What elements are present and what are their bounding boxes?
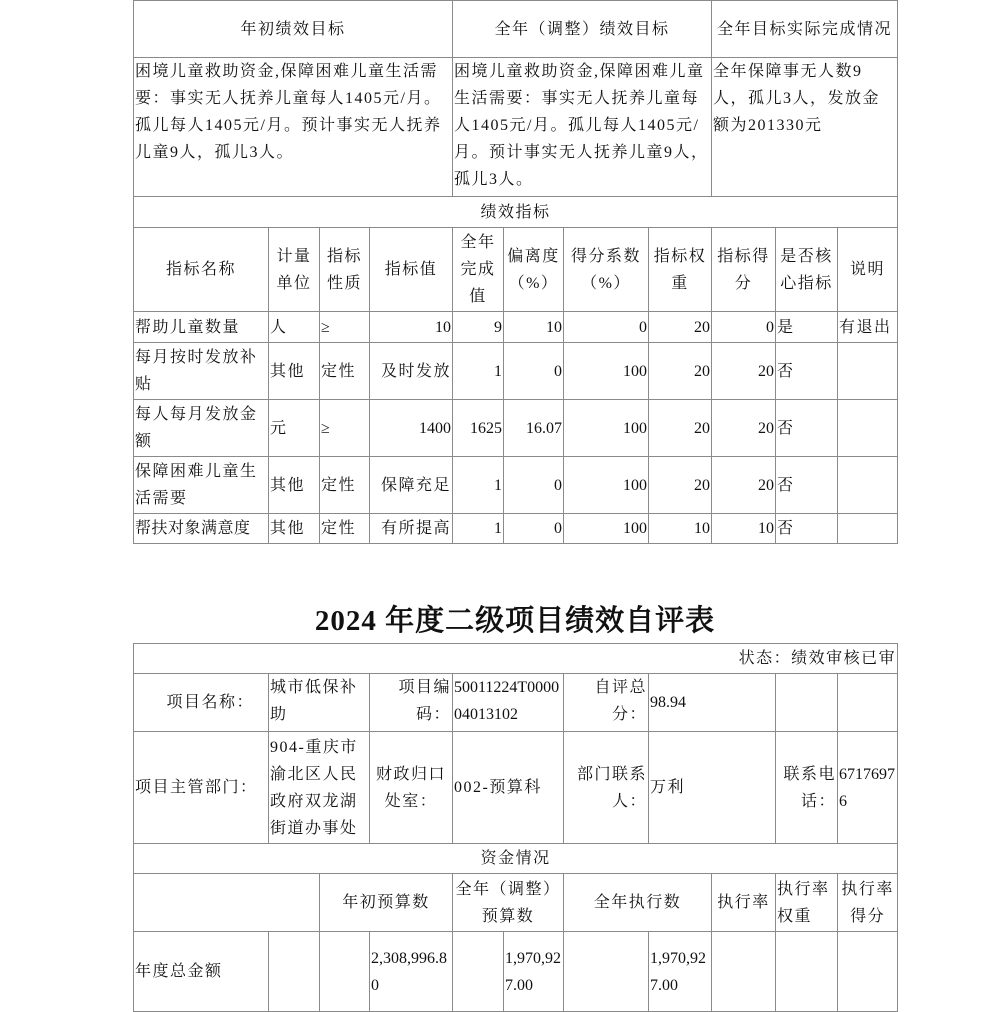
cell: 0	[504, 514, 564, 544]
phone-value: 67176976	[838, 732, 898, 844]
cell: 20	[649, 343, 712, 400]
empty-cell	[453, 932, 504, 1012]
cell: 保障充足	[370, 457, 453, 514]
cell: 1	[453, 514, 504, 544]
col-header: 执行率	[712, 874, 776, 932]
cell: 9	[453, 312, 504, 343]
cell: 0	[504, 343, 564, 400]
cell: 每月按时发放补贴	[134, 343, 269, 400]
cell: 0	[504, 457, 564, 514]
empty-cell	[134, 874, 320, 932]
score-value: 98.94	[649, 674, 776, 732]
performance-goals-table	[133, 0, 898, 544]
cell: 其他	[269, 514, 320, 544]
page-title: 2024 年度二级项目绩效自评表	[314, 605, 716, 637]
status-badge: 状态：绩效审核已审	[134, 644, 898, 674]
cell: 20	[649, 312, 712, 343]
cell	[838, 400, 898, 457]
dept-label: 项目主管部门：	[134, 732, 269, 844]
project-name-value: 城市低保补助	[269, 674, 370, 732]
cell: 20	[712, 457, 776, 514]
cell: 20	[649, 457, 712, 514]
finance-value: 002-预算科	[453, 732, 564, 844]
cell: ≥	[320, 312, 370, 343]
funds-section-title: 资金情况	[134, 844, 898, 874]
cell: 10	[370, 312, 453, 343]
initial-goal-text: 困境儿童救助资金,保障困难儿童生活需要：事实无人抚养儿童每人1405元/月。孤儿每人1405元/月。预计事实无人抚养儿童9人，孤儿3人。	[134, 58, 453, 197]
self-evaluation-table	[133, 643, 898, 1012]
cell: 16.07	[504, 400, 564, 457]
contact-label: 部门联系人：	[564, 732, 649, 844]
indicators-section-title: 绩效指标	[134, 197, 898, 228]
cell: 其他	[269, 343, 320, 400]
cell: 10	[649, 514, 712, 544]
col-header: 年初预算数	[320, 874, 453, 932]
cell: 否	[776, 400, 838, 457]
project-code-value: 50011224T000004013102	[453, 674, 564, 732]
total-adjusted: 1,970,927.00	[504, 932, 564, 1012]
cell: 每人每月发放金额	[134, 400, 269, 457]
col-header: 执行率得分	[838, 874, 898, 932]
col-header: 指标得分	[712, 228, 776, 312]
cell: 否	[776, 514, 838, 544]
cell: 1	[453, 457, 504, 514]
col-header: 指标名称	[134, 228, 269, 312]
empty-cell	[776, 932, 838, 1012]
col-header: 全年执行数	[564, 874, 712, 932]
cell: 100	[564, 343, 649, 400]
col-header: 指标权重	[649, 228, 712, 312]
project-code-label: 项目编码：	[370, 674, 453, 732]
col-header: 执行率权重	[776, 874, 838, 932]
cell: 保障困难儿童生活需要	[134, 457, 269, 514]
cell: 10	[712, 514, 776, 544]
empty-cell	[712, 932, 776, 1012]
adjusted-goal-text: 困境儿童救助资金,保障困难儿童生活需要：事实无人抚养儿童每人1405元/月。孤儿每人1405元/月。预计事实无人抚养儿童9人，孤儿3人。	[453, 58, 712, 197]
empty-cell	[838, 932, 898, 1012]
total-initial: 2,308,996.80	[370, 932, 453, 1012]
table-row	[134, 514, 898, 544]
cell: 定性	[320, 343, 370, 400]
empty-cell	[269, 932, 320, 1012]
col-header: 是否核心指标	[776, 228, 838, 312]
finance-label: 财政归口处室：	[370, 732, 453, 844]
header-initial-goal: 年初绩效目标	[134, 1, 453, 58]
table-row	[134, 457, 898, 514]
contact-value: 万利	[649, 732, 776, 844]
project-name-label: 项目名称：	[134, 674, 269, 732]
col-header: 全年完成值	[453, 228, 504, 312]
cell: 元	[269, 400, 320, 457]
cell: ≥	[320, 400, 370, 457]
score-label: 自评总分：	[564, 674, 649, 732]
cell: 1625	[453, 400, 504, 457]
cell: 1	[453, 343, 504, 400]
header-actual-completion: 全年目标实际完成情况	[712, 1, 898, 58]
cell: 20	[649, 400, 712, 457]
empty-cell	[838, 674, 898, 732]
total-executed: 1,970,927.00	[649, 932, 712, 1012]
empty-cell	[564, 932, 649, 1012]
cell: 有退出	[838, 312, 898, 343]
cell: 帮扶对象满意度	[134, 514, 269, 544]
table-row	[134, 932, 898, 1012]
cell: 定性	[320, 514, 370, 544]
cell: 否	[776, 343, 838, 400]
cell	[838, 457, 898, 514]
cell: 100	[564, 457, 649, 514]
col-header: 计量单位	[269, 228, 320, 312]
header-adjusted-goal: 全年（调整）绩效目标	[453, 1, 712, 58]
cell: 及时发放	[370, 343, 453, 400]
cell: 10	[504, 312, 564, 343]
cell: 0	[564, 312, 649, 343]
cell: 其他	[269, 457, 320, 514]
col-header: 得分系数（%）	[564, 228, 649, 312]
cell: 0	[712, 312, 776, 343]
cell: 定性	[320, 457, 370, 514]
col-header: 说明	[838, 228, 898, 312]
cell: 是	[776, 312, 838, 343]
cell: 否	[776, 457, 838, 514]
cell	[838, 343, 898, 400]
cell: 1400	[370, 400, 453, 457]
cell	[838, 514, 898, 544]
cell: 有所提高	[370, 514, 453, 544]
cell: 人	[269, 312, 320, 343]
phone-label: 联系电话：	[776, 732, 838, 844]
empty-cell	[320, 932, 370, 1012]
total-label: 年度总金额	[134, 932, 269, 1012]
table-row	[134, 400, 898, 457]
cell: 100	[564, 400, 649, 457]
col-header: 全年（调整）预算数	[453, 874, 564, 932]
cell: 20	[712, 400, 776, 457]
actual-completion-text: 全年保障事无人数9人，孤儿3人，发放金额为201330元	[712, 58, 898, 197]
dept-value: 904-重庆市渝北区人民政府双龙湖街道办事处	[269, 732, 370, 844]
col-header: 指标值	[370, 228, 453, 312]
cell: 帮助儿童数量	[134, 312, 269, 343]
col-header: 指标性质	[320, 228, 370, 312]
cell: 20	[712, 343, 776, 400]
empty-cell	[776, 674, 838, 732]
cell: 100	[564, 514, 649, 544]
table-row	[134, 312, 898, 343]
col-header: 偏离度（%）	[504, 228, 564, 312]
table-row	[134, 343, 898, 400]
